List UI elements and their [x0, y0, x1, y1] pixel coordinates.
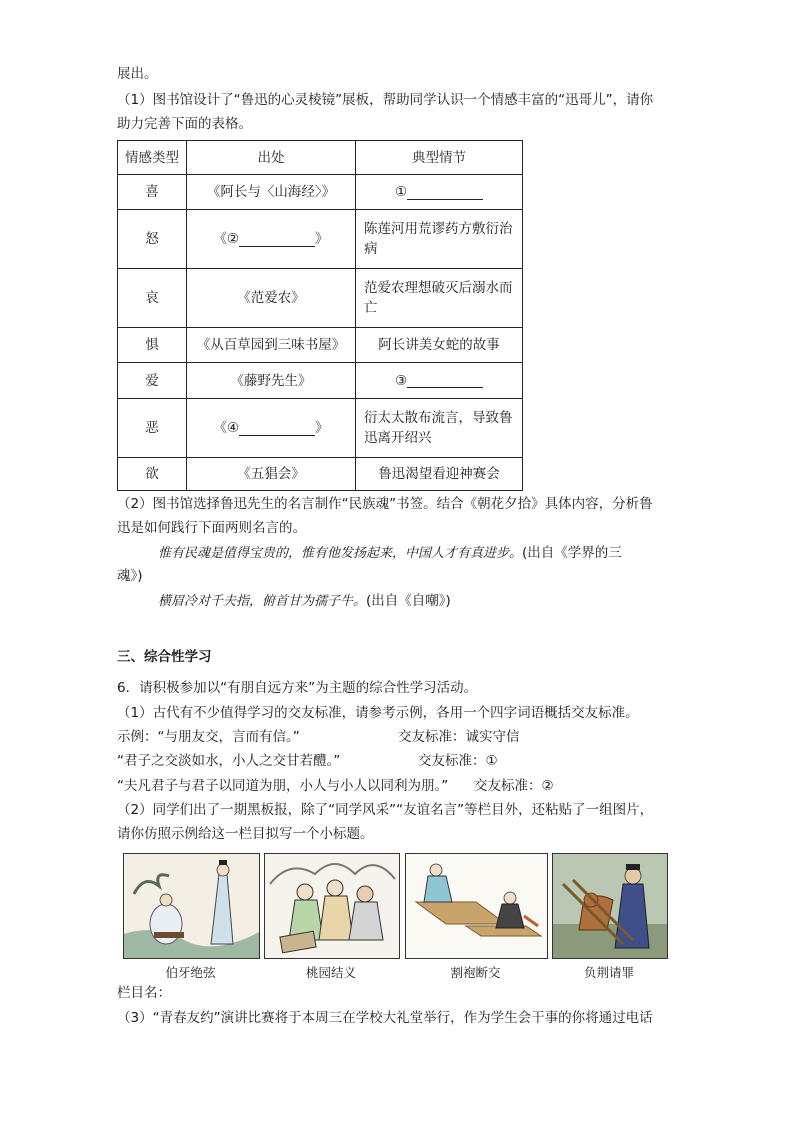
emotion-cell: 惧 [118, 328, 187, 363]
answer-blank[interactable] [407, 373, 483, 388]
caption-gepao-duanjiao: 割袍断交 [450, 965, 501, 980]
source-cell: 《五猖会》 [187, 458, 356, 491]
boya-juexian-picture [123, 853, 260, 959]
blank-marker: 《② [213, 231, 240, 247]
quote-2-source: (出自《自嘲》) [366, 593, 451, 609]
header-plot: 典型情节 [356, 141, 523, 175]
caption-fujing-qingzui: 负荆请罪 [583, 965, 634, 980]
q6-p1: （1）古代有不少值得学习的交友标准，请参考示例，各用一个四字词语概括交友标准。 [117, 705, 639, 721]
blank-marker: ① [394, 184, 408, 200]
quote-1-source: (出自《学界的三 [522, 545, 622, 561]
header-source: 出处 [187, 141, 356, 175]
book-bracket: 》 [315, 420, 329, 436]
quote-1-text: 惟有民魂是值得宝贵的，惟有他发扬起来，中国人才有真进步。 [158, 546, 523, 561]
plot-cell [356, 175, 523, 210]
plot-cell: 阿长讲美女蛇的故事 [356, 328, 523, 363]
q1-line2: 助力完善下面的表格。 [117, 116, 252, 132]
item-a-left: “君子之交淡如水，小人之交甘若醴。” [117, 753, 341, 769]
blank-marker: ③ [394, 372, 408, 389]
source-cell: 《范爱农》 [187, 269, 356, 328]
book-bracket: 》 [315, 231, 329, 247]
source-cell: 《藤野先生》 [187, 363, 356, 399]
plot-cell: 范爱农理想破灭后溺水而亡 [356, 269, 523, 328]
quote-2-text: 横眉冷对千夫指，俯首甘为孺子牛。 [158, 594, 367, 609]
item-b-right: 交友标准：② [474, 778, 554, 794]
column-label: 栏目名： [117, 985, 171, 1001]
answer-blank[interactable] [407, 185, 483, 200]
emotion-cell: 哀 [118, 269, 187, 328]
plot-cell [356, 363, 523, 399]
quote-1 [158, 543, 622, 564]
intro-fragment: 展出。 [117, 66, 158, 82]
plot-cell: 衍太太散布流言，导致鲁迅离开绍兴 [356, 399, 523, 458]
table-row [118, 269, 523, 328]
q6-p2-line2: 请你仿照示例给这一栏目拟写一个小标题。 [117, 826, 374, 842]
q2-line2: 迅是如何践行下面两则名言的。 [117, 520, 306, 536]
q6-intro: 6．请积极参加以“有朋自远方来”为主题的综合性学习活动。 [117, 680, 478, 696]
table-row [118, 399, 523, 458]
emotion-cell: 恶 [118, 399, 187, 458]
q6-p3: （3）“青春友约”演讲比赛将于本周三在学校大礼堂举行，作为学生会干事的你将通过电话 [117, 1010, 653, 1026]
example-right: 交友标准：诚实守信 [398, 729, 520, 745]
table-header-row [118, 141, 523, 175]
emotion-cell: 欲 [118, 458, 187, 491]
gepao-duanjiao-illustration [406, 854, 547, 958]
fujing-qingzui-illustration [553, 854, 667, 958]
taoyuan-jieyi-illustration [265, 854, 399, 958]
source-cell [187, 399, 356, 458]
q6-p2-line1: （2）同学们出了一期黑板报，除了“同学风采”“友谊名言”等栏目外，还粘贴了一组图片， [117, 802, 654, 818]
gepao-duanjiao-picture [405, 853, 548, 959]
emotion-table [117, 140, 523, 491]
table-row [118, 175, 523, 210]
plot-cell: 陈莲河用荒谬药方敷衍治病 [356, 210, 523, 269]
boya-juexian-illustration [124, 854, 259, 958]
emotion-cell: 怒 [118, 210, 187, 269]
caption-boya-juexian: 伯牙绝弦 [165, 965, 216, 980]
blank-marker: 《④ [213, 420, 240, 436]
q2-line1: （2）图书馆选择鲁迅先生的名言制作“民族魂”书签。结合《朝花夕拾》具体内容，分析鲁 [117, 496, 653, 512]
emotion-cell: 喜 [118, 175, 187, 210]
quote-2 [158, 591, 451, 612]
taoyuan-jieyi-picture [264, 853, 400, 959]
table-row [118, 328, 523, 363]
source-cell [187, 210, 356, 269]
plot-cell: 鲁迅渴望看迎神赛会 [356, 458, 523, 491]
caption-taoyuan-jieyi: 桃园结义 [305, 965, 356, 980]
emotion-cell: 爱 [118, 363, 187, 399]
example-left: 示例：“与朋友交，言而有信。” [117, 729, 300, 745]
table-row [118, 363, 523, 399]
answer-blank[interactable] [239, 232, 315, 247]
header-emotion: 情感类型 [118, 141, 187, 175]
fujing-qingzui-picture [552, 853, 668, 959]
source-cell: 《从百草园到三味书屋》 [187, 328, 356, 363]
item-b-left: “夫凡君子与君子以同道为朋，小人与小人以同利为朋。” [117, 778, 449, 794]
table-row [118, 458, 523, 491]
quote-1-source-cont: 魂》) [117, 568, 143, 584]
item-a-right: 交友标准：① [418, 753, 498, 769]
section-title: 三、综合性学习 [117, 649, 212, 665]
source-cell: 《阿长与〈山海经〉》 [187, 175, 356, 210]
table-row [118, 210, 523, 269]
answer-blank[interactable] [239, 421, 315, 436]
q1-line1: （1）图书馆设计了“鲁迅的心灵棱镜”展板，帮助同学认识一个情感丰富的“迅哥儿”，请你 [117, 92, 654, 108]
